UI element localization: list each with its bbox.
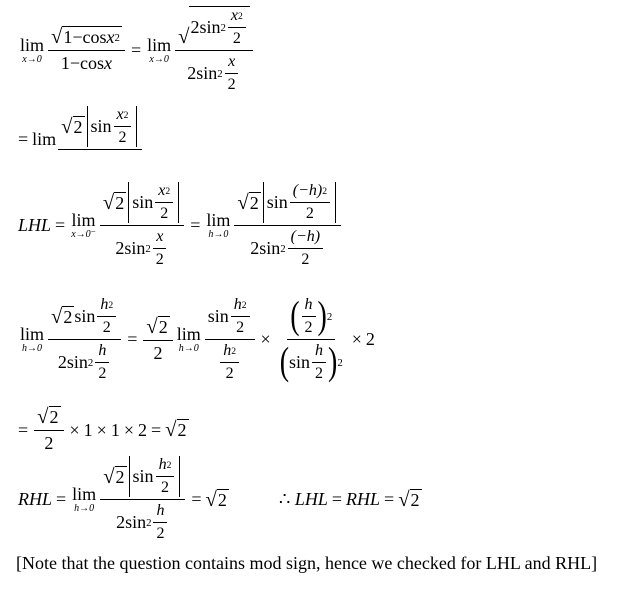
fraction: √ 2 sin h 2 2 2 sin 2 $\frac{h}{2}$ (48, 296, 121, 383)
equation-line-4: lim h→0 √ 2 sin h 2 2 2 sin 2 $\frac{h}{2}$ = √ 2 2 lim h→0 sin h 2 2 h 2 2 × ( $\frac{h}{2}$ ) 2 ( sin $\frac{h}{2}$ ) 2 × 2 (20, 294, 375, 384)
note-text: [Note that the question contains mod sign, hence we checked for LHL and RHL] (16, 553, 598, 573)
fraction: √ 1 − cos x 2 1 − cos x (48, 26, 125, 74)
equation-line-5: = √ 2 2 × 1 × 1 × 2 = √ 2 (18, 406, 187, 453)
limit-operator: lim x→0 (147, 34, 172, 65)
fraction: sin h 2 2 h 2 2 (205, 296, 255, 383)
fraction: √ 2 2 (143, 316, 172, 364)
fraction: √ 2 sin x 2 2 2 sin 2 $\frac{x}{2}$ (100, 182, 184, 269)
equation-line-lhl: LHL = lim x→0⁻ √ 2 sin x 2 2 2 sin 2 $\frac{x}{2}$ = lim h→0 √ 2 sin (−h) 2 2 2 sin 2 $\frac{(-h)}{2}$ (18, 182, 343, 269)
equation-line-rhl: RHL = lim h→0 √ 2 sin h 2 2 2 sin 2 $\frac{h}{2}$ = √ 2 ∴ LHL = RHL = √ 2 (18, 456, 420, 542)
fraction: √ 2 sin x 2 2 (58, 106, 142, 173)
fraction: √ 2 sin 2 x 2 2 2 sin 2 $\frac{x}{2}$ (175, 6, 253, 94)
limit-operator: lim x→0 (20, 34, 45, 65)
fraction: √ 2 2 (34, 406, 63, 454)
equation-line-1: lim x→0 √ 1 − cos x 2 1 − cos x = lim x→0 √ 2 sin 2 x 2 2 2 sin 2 $\frac{x}{2}$ (18, 6, 255, 94)
fraction: √ 2 sin (−h) 2 2 2 sin 2 $\frac{(-h)}{2}$ (234, 182, 341, 269)
fraction: ( $\frac{h}{2}$ ) 2 ( sin $\frac{h}{2}$ ) 2 (279, 294, 343, 384)
fraction: √ 2 sin h 2 2 2 sin 2 $\frac{h}{2}$ (100, 456, 185, 543)
square-root: √ 1 − cos x 2 (51, 26, 120, 49)
equation-line-2: = lim √ 2 sin x 2 2 (18, 106, 144, 173)
